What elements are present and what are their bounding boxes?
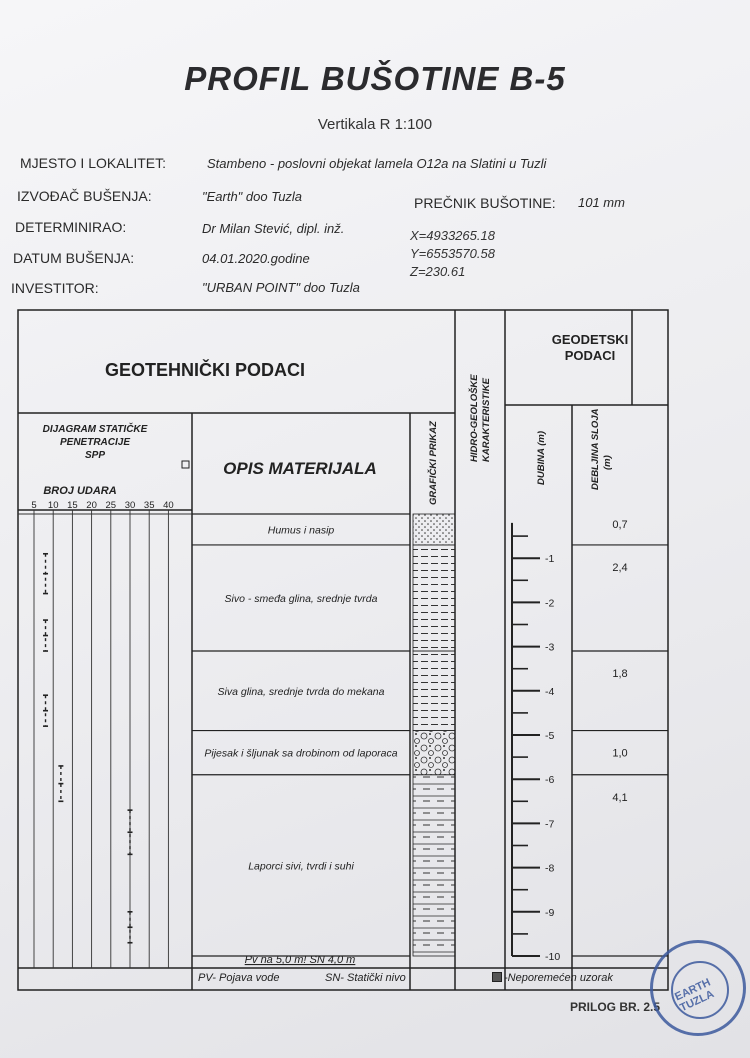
layer-thickness: 1,8	[612, 668, 628, 681]
contractor-label: IZVOĐAČ BUŠENJA:	[17, 188, 152, 204]
thickness-header-line2: (m)	[602, 455, 613, 470]
material-header: OPIS MATERIJALA	[223, 459, 377, 478]
coord-z: Z=230.61	[410, 264, 466, 279]
company-stamp	[650, 940, 746, 1036]
layer-thickness: 2,4	[612, 561, 628, 574]
layer-graphic	[413, 731, 455, 775]
graphic-header: GRAFIČKI PRIKAZ	[428, 421, 439, 505]
diameter-label: PREČNIK BUŠOTINE:	[414, 195, 556, 211]
layer-graphic	[413, 775, 455, 956]
geotech-header: GEOTEHNIČKI PODACI	[104, 360, 306, 380]
table-frame	[18, 310, 668, 990]
layer-name: Pijesak i šljunak sa drobinom od laporaca	[204, 747, 398, 760]
layer-graphic	[413, 651, 455, 731]
document-title: PROFIL BUŠOTINE B-5	[184, 60, 566, 97]
attachment-number: PRILOG BR. 2.5	[570, 1000, 661, 1014]
layer-name: Humus i nasip	[267, 524, 335, 537]
depth-label: -6	[545, 774, 555, 787]
layer-thickness: 4,1	[612, 791, 628, 804]
sample-marker-icon	[492, 972, 502, 982]
depth-header: DUBINA (m)	[536, 430, 547, 485]
hydro-header-line2: KARAKTERISTIKE	[481, 378, 492, 462]
spp-tick-label: 25	[105, 500, 117, 511]
date-label: DATUM BUŠENJA:	[13, 250, 135, 266]
scale-subtitle: Vertikala R 1:100	[317, 116, 433, 133]
location-value: Stambeno - poslovni objekat lamela O12a na Slatini u Tuzli	[207, 156, 547, 171]
water-note: Pv na 5,0 m! SN 4,0 m	[244, 954, 356, 966]
depth-label: -8	[545, 862, 555, 875]
depth-label: -5	[545, 730, 555, 742]
spp-tick-label: 35	[143, 500, 155, 511]
legend-sample	[492, 972, 613, 984]
depth-label: -3	[545, 641, 555, 654]
depth-label: -10	[545, 951, 561, 963]
spp-header-line1: DIJAGRAM STATIČKE	[42, 424, 148, 435]
blow-count-label: BROJ UDARA	[43, 485, 117, 497]
legend-sn: SN- Statički nivo	[325, 972, 406, 984]
layer-graphic	[413, 545, 455, 651]
depth-label: -9	[545, 906, 555, 919]
determined-value: Dr Milan Stević, dipl. inž.	[202, 221, 345, 236]
spp-tick-label: 30	[124, 500, 136, 511]
investor-label: INVESTITOR:	[11, 280, 99, 296]
layer-name: Laporci sivi, tvrdi i suhi	[248, 860, 354, 873]
layer-thickness: 1,0	[612, 747, 628, 760]
coord-y: Y=6553570.58	[410, 246, 495, 261]
layer-graphic	[413, 514, 455, 545]
spp-tick-label: 15	[67, 500, 78, 511]
hydro-header-line1: HIDRO-GEOLOŠKE	[469, 374, 480, 462]
thickness-header-line1: DEBLJINA SLOJA	[590, 408, 601, 490]
spp-header-line3: SPP	[84, 450, 106, 461]
spp-tick-label: 5	[31, 500, 37, 511]
depth-label: -2	[545, 597, 555, 610]
spp-tick-label: 20	[86, 500, 97, 511]
undisturbed-sample-icon	[182, 461, 189, 468]
depth-label: -4	[545, 685, 555, 698]
investor-value: "URBAN POINT" doo Tuzla	[202, 280, 360, 295]
layer-name: Siva glina, srednje tvrda do mekana	[217, 685, 385, 698]
layer-name: Sivo - smeđa glina, srednje tvrda	[224, 592, 378, 605]
diameter-value: 101 mm	[578, 195, 625, 210]
spp-tick-label: 10	[47, 500, 59, 511]
coord-x: X=4933265.18	[410, 228, 495, 243]
stamp-text: EARTH TUZLA	[673, 976, 716, 1015]
geodetic-header-line1: GEODETSKI	[551, 332, 629, 347]
layer-thickness: 0,7	[612, 519, 628, 531]
spp-tick-label: 40	[163, 500, 174, 511]
spp-header-line2: PENETRACIJE	[59, 437, 131, 448]
depth-label: -1	[545, 553, 555, 566]
geodetic-header-line2: PODACI	[564, 348, 616, 363]
location-label: MJESTO I LOKALITET:	[20, 155, 167, 171]
date-value: 04.01.2020.godine	[202, 251, 310, 266]
legend-pv: PV- Pojava vode	[198, 972, 280, 984]
depth-label: -7	[545, 818, 555, 831]
contractor-value: "Earth" doo Tuzla	[202, 189, 303, 204]
determined-label: DETERMINIRAO:	[15, 219, 127, 235]
legend-sample-text: -Neporemećen uzorak	[504, 972, 613, 984]
